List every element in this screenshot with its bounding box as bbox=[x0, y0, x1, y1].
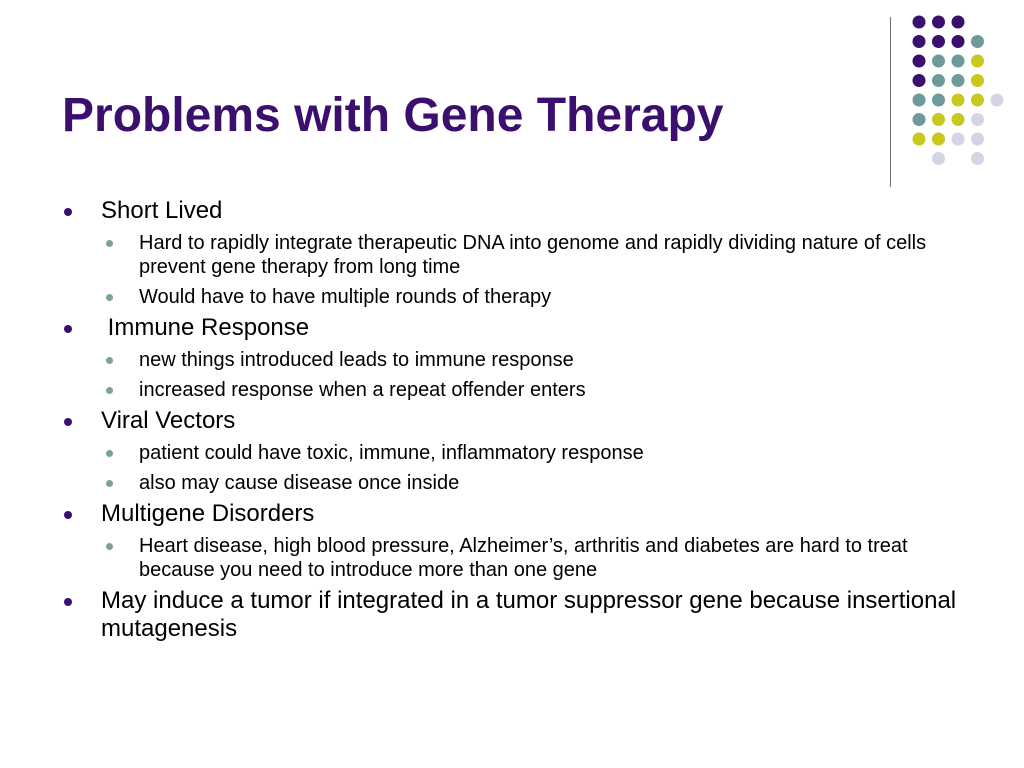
decorative-dot bbox=[952, 74, 965, 87]
decorative-dot bbox=[952, 55, 965, 68]
sub-bullet-text: increased response when a repeat offender enters bbox=[139, 379, 586, 401]
decorative-dot bbox=[971, 113, 984, 126]
bullet-dot-icon bbox=[64, 418, 72, 426]
decorative-dot bbox=[991, 94, 1004, 107]
sub-bullet-text: new things introduced leads to immune response bbox=[139, 349, 574, 371]
sub-bullet-list bbox=[101, 441, 958, 495]
decorative-dot bbox=[971, 152, 984, 165]
decorative-dot bbox=[913, 35, 926, 48]
decorative-dot bbox=[932, 152, 945, 165]
sub-bullet-list bbox=[101, 534, 958, 582]
sub-bullet-item bbox=[101, 471, 929, 495]
sub-bullet-item bbox=[101, 441, 929, 465]
decorative-dot bbox=[913, 94, 926, 107]
bullet-item bbox=[58, 500, 958, 582]
sub-bullet-item bbox=[101, 378, 929, 402]
bullet-text: Immune Response bbox=[101, 314, 310, 341]
sub-bullet-dot-icon bbox=[106, 387, 113, 394]
sub-bullet-dot-icon bbox=[106, 240, 113, 247]
decorative-dot bbox=[971, 55, 984, 68]
bullet-list bbox=[58, 192, 963, 643]
decorative-dot bbox=[913, 113, 926, 126]
bullet-text: Viral Vectors bbox=[101, 407, 236, 434]
bullet-item bbox=[58, 587, 963, 643]
decorative-dot bbox=[932, 16, 945, 29]
sub-bullet-dot-icon bbox=[106, 294, 113, 301]
bullet-dot-icon bbox=[64, 208, 72, 216]
decorative-dot bbox=[932, 133, 945, 146]
decorative-dot bbox=[932, 74, 945, 87]
sub-bullet-text: Hard to rapidly integrate therapeutic DNA into genome and rapidly dividing nature of cells prevent gene therapy from long time bbox=[139, 232, 927, 278]
decorative-dot bbox=[952, 16, 965, 29]
sub-bullet-text: Would have to have multiple rounds of therapy bbox=[139, 286, 552, 308]
sub-bullet-item bbox=[101, 534, 929, 582]
bullet-text: Multigene Disorders bbox=[101, 500, 315, 527]
bullet-dot-icon bbox=[64, 325, 72, 333]
sub-bullet-item bbox=[101, 285, 929, 309]
decorative-dot bbox=[913, 133, 926, 146]
bullet-dot-icon bbox=[64, 511, 72, 519]
sub-bullet-text: also may cause disease once inside bbox=[139, 472, 460, 494]
slide-title: Problems with Gene Therapy bbox=[62, 89, 724, 142]
sub-bullet-dot-icon bbox=[106, 543, 113, 550]
decorative-dot bbox=[913, 16, 926, 29]
decorative-dot bbox=[913, 74, 926, 87]
sub-bullet-item bbox=[101, 231, 929, 279]
decorative-dot bbox=[932, 35, 945, 48]
decorative-dot bbox=[913, 55, 926, 68]
sub-bullet-dot-icon bbox=[106, 450, 113, 457]
bullet-item bbox=[58, 197, 958, 309]
decorative-dot bbox=[952, 94, 965, 107]
title-divider-line bbox=[890, 17, 891, 187]
decorative-dot bbox=[952, 113, 965, 126]
decorative-dot bbox=[971, 74, 984, 87]
decorative-dot bbox=[932, 55, 945, 68]
bullet-text: Short Lived bbox=[101, 197, 223, 224]
bullet-item bbox=[58, 407, 958, 495]
sub-bullet-text: Heart disease, high blood pressure, Alzheimer’s, arthritis and diabetes are hard to treat because you need to introduce more than one gene bbox=[139, 535, 908, 581]
bullet-item bbox=[58, 314, 958, 402]
decorative-dot bbox=[932, 113, 945, 126]
decorative-dot bbox=[971, 94, 984, 107]
decorative-dot bbox=[971, 35, 984, 48]
sub-bullet-dot-icon bbox=[106, 480, 113, 487]
decorative-dot bbox=[971, 133, 984, 146]
bullet-dot-icon bbox=[64, 598, 72, 606]
sub-bullet-item bbox=[101, 348, 929, 372]
decorative-dot bbox=[932, 94, 945, 107]
sub-bullet-text: patient could have toxic, immune, inflammatory response bbox=[139, 442, 644, 464]
decorative-dot bbox=[952, 35, 965, 48]
bullet-text: May induce a tumor if integrated in a tumor suppressor gene because insertional mutagenesis bbox=[101, 587, 963, 642]
sub-bullet-list bbox=[101, 231, 958, 309]
sub-bullet-list bbox=[101, 348, 958, 402]
sub-bullet-dot-icon bbox=[106, 357, 113, 364]
decorative-dot bbox=[952, 133, 965, 146]
